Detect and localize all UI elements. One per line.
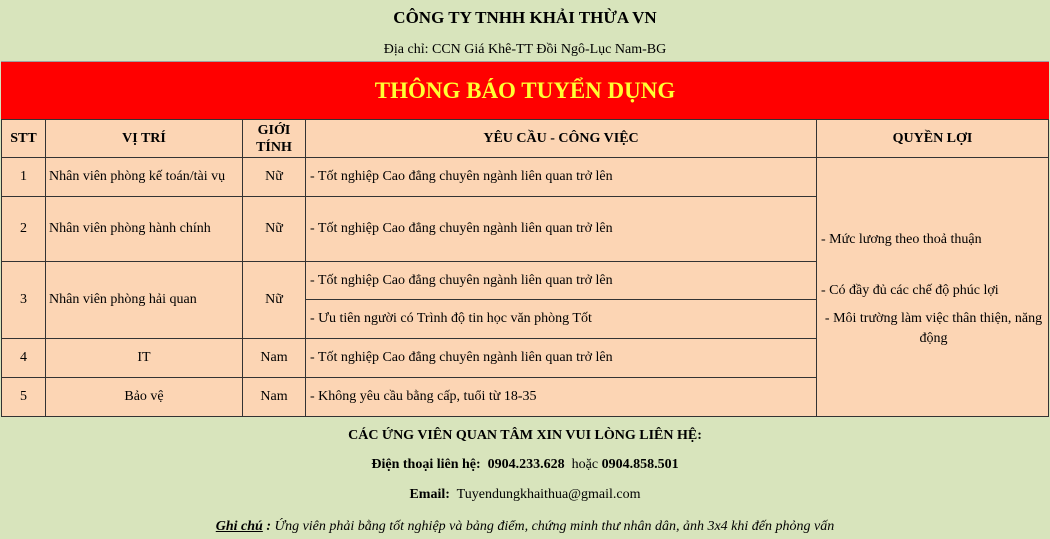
row-3-requirement-1: - Tốt nghiệp Cao đẳng chuyên ngành liên quan trở lên xyxy=(305,261,817,300)
row-5-gender: Nam xyxy=(242,377,306,417)
contact-heading: CÁC ỨNG VIÊN QUAN TÂM XIN VUI LÒNG LIÊN HỆ: xyxy=(348,428,702,443)
row-2-gender: Nữ xyxy=(242,196,306,262)
benefit-salary: - Mức lương theo thoả thuận xyxy=(821,231,982,247)
row-2-position: Nhân viên phòng hành chính xyxy=(45,196,243,262)
company-name: CÔNG TY TNHH KHẢI THỪA VN xyxy=(393,8,657,27)
note xyxy=(0,519,1050,535)
phone-2[interactable]: 0904.858.501 xyxy=(601,457,679,472)
page-title: THÔNG BÁO TUYỂN DỤNG xyxy=(374,78,676,103)
row-1-stt: 1 xyxy=(1,157,46,197)
note-separator: : xyxy=(262,519,272,534)
contact-phone xyxy=(0,457,1050,473)
row-3-gender: Nữ xyxy=(242,261,306,339)
row-4-stt: 4 xyxy=(1,338,46,378)
row-2-requirement: - Tốt nghiệp Cao đẳng chuyên ngành liên quan trở lên xyxy=(305,196,817,262)
header-position: VỊ TRÍ xyxy=(45,119,243,158)
benefit-regime: - Có đầy đủ các chế độ phúc lợi xyxy=(821,282,999,298)
header-benefits: QUYỀN LỢI xyxy=(816,119,1049,158)
header-requirements: YÊU CẦU - CÔNG VIỆC xyxy=(305,119,817,158)
title-banner xyxy=(1,61,1049,121)
row-3-requirement-2: - Ưu tiên người có Trình độ tin học văn phòng Tốt xyxy=(305,299,817,339)
row-4-gender: Nam xyxy=(242,338,306,378)
email-address[interactable]: Tuyendungkhaithua@gmail.com xyxy=(456,487,641,502)
row-5-requirement: - Không yêu cầu bằng cấp, tuổi từ 18-35 xyxy=(305,377,817,417)
row-1-requirement: - Tốt nghiệp Cao đẳng chuyên ngành liên quan trở lên xyxy=(305,157,817,197)
contact-email xyxy=(0,487,1050,503)
phone-1[interactable]: 0904.233.628 xyxy=(487,457,565,472)
benefits-cell xyxy=(816,157,1049,417)
row-4-position: IT xyxy=(45,338,243,378)
row-5-stt: 5 xyxy=(1,377,46,417)
benefit-environment: - Môi trường làm việc thân thiện, năng động xyxy=(824,310,1043,346)
row-3-position: Nhân viên phòng hải quan xyxy=(45,261,243,339)
row-1-gender: Nữ xyxy=(242,157,306,197)
row-4-requirement: - Tốt nghiệp Cao đẳng chuyên ngành liên quan trở lên xyxy=(305,338,817,378)
header-stt: STT xyxy=(1,119,46,158)
row-1-position: Nhân viên phòng kế toán/tài vụ xyxy=(45,157,243,197)
note-label: Ghi chú xyxy=(215,519,263,534)
row-3-stt: 3 xyxy=(1,261,46,339)
note-text: Ứng viên phải bằng tốt nghiệp và bảng điểm, chứng minh thư nhân dân, ảnh 3x4 khi đến phỏng vấn xyxy=(274,519,835,534)
row-5-position: Bảo vệ xyxy=(45,377,243,417)
row-2-stt: 2 xyxy=(1,196,46,262)
company-address: Địa chỉ: CCN Giá Khê-TT Đồi Ngô-Lục Nam-BG xyxy=(383,42,667,57)
phone-label: Điện thoại liên hệ: xyxy=(371,457,481,472)
phone-or: hoặc xyxy=(571,457,599,472)
header-gender: GIỚI TÍNH xyxy=(242,119,306,158)
email-label: Email: xyxy=(409,487,450,502)
